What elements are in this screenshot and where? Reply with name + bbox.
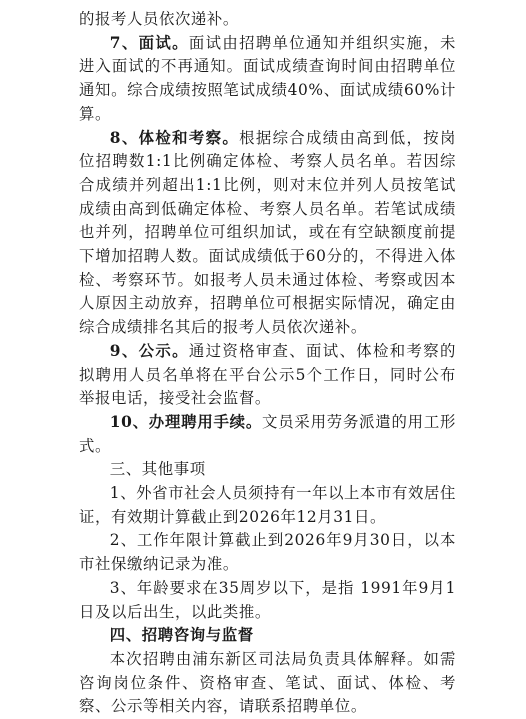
paragraph-consultation: 本次招聘由浦东新区司法局负责具体解释。如需咨询岗位条件、资格审查、笔试、面试、体检、考察、公示等相关内容，请联系招聘单位。 <box>79 649 456 716</box>
paragraph-heading: 9、公示。 <box>109 341 189 360</box>
paragraph-publicity <box>79 340 456 411</box>
section-heading-other-matters: 三、其他事项 <box>109 460 206 479</box>
paragraph-heading: 8、体检和考察。 <box>109 128 240 147</box>
paragraph-heading: 10、办理聘用手续。 <box>109 412 263 431</box>
paragraph-continuation <box>79 8 456 32</box>
paragraph-heading: 7、面试。 <box>109 33 189 52</box>
paragraph-text: 根据综合成绩由高到低，按岗位招聘数1:1比例确定体检、考察人员名单。若因综合成绩并列超出1:1比例，则对末位并列人员按笔试成绩由高到低确定体检、考察人员名单。若笔试成绩也并列，招聘单位可组织加试，或在有空缺额度前提下增加招聘人数。面试成绩低于60分的，不得进入体检、考察环节。如报考人员未通过体检、考察或因本人原因主动放弃，招聘单位可根据实际情况，确定由综合成绩排名其后的报考人员依次递补。 <box>79 128 456 337</box>
paragraph-text: 的报考人员依次递补。 <box>79 10 239 28</box>
other-matters-item: 3、年龄要求在35周岁以下，是指 1991年9月1日及以后出生，以此类推。 <box>79 578 456 621</box>
other-matters-item: 2、工作年限计算截止到2026年9月30日，以本市社保缴纳记录为准。 <box>79 531 456 574</box>
paragraph-hiring-procedures <box>79 411 456 458</box>
paragraph-text: 通过资格审查、面试、体检和考察的拟聘用人员名单将在平台公示5个工作日，同时公布举报电话，接受社会监督。 <box>79 341 456 408</box>
paragraph-text: 文员采用劳务派遣的用工形式。 <box>79 412 457 455</box>
paragraph-text: 面试由招聘单位通知并组织实施，未进入面试的不再通知。面试成绩查询时间由招聘单位通知。综合成绩按照笔试成绩40%、面试成绩60%计算。 <box>79 33 456 123</box>
paragraph-interview <box>79 32 456 127</box>
section-heading-consultation: 四、招聘咨询与监督 <box>109 626 254 645</box>
paragraph-medical-exam <box>79 127 456 340</box>
other-matters-item: 1、外省市社会人员须持有一年以上本市有效居住证，有效期计算截止到2026年12月31日。 <box>79 484 456 526</box>
